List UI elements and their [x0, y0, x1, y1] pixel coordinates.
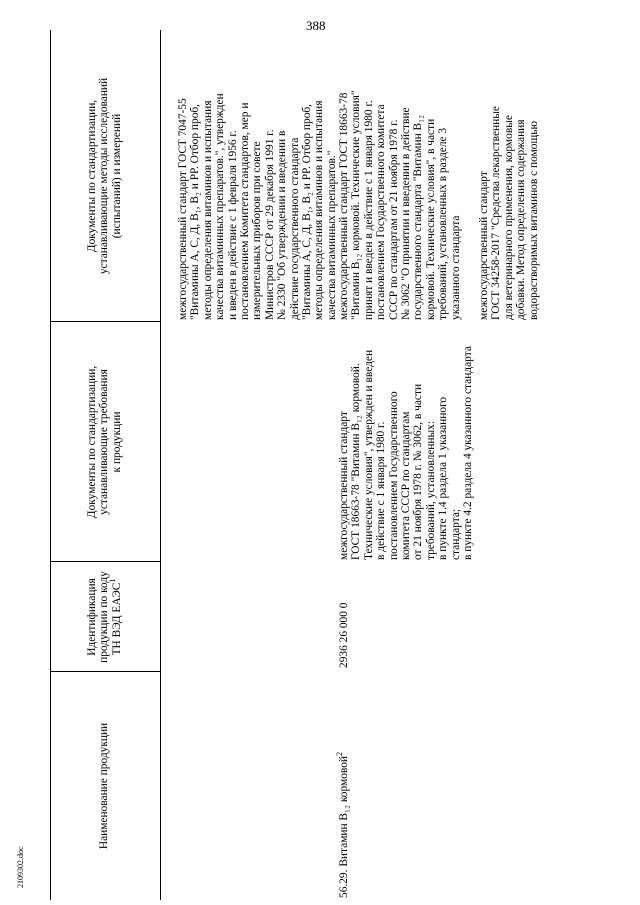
table-top-border [50, 30, 51, 900]
footer-doc-code: 2109302.doc [16, 846, 25, 888]
row-methods-gost-34258: межгосударственный стандарт ГОСТ 34258-2017 "Средства лекарственные для ветеринарного применения, кормовые добавки. Метод определения содержания водорастворимых витаминов с помощью [478, 106, 540, 320]
row-requirements: межгосударственный стандарт ГОСТ 18663-78 "Витамин В₁₂ кормовой. Технические условия", утвержден и введен в действие с 1 января 1980 г. постановлением Государственного комитета СССР по стандартам от 21 ноября 1978 г. № 3062, в части требований, установленных: в пункте 1.4 раздела 1 указанного стандарта; в пункте 4.2 раздела 4 указанного стандарта [338, 346, 475, 560]
prev-row-methods: межгосударственный стандарт ГОСТ 7047-55 "Витамины А, С, Д, В₁, В₂ и РР. Отбор проб, методы определения витаминов и испытания качества витаминных препаратов.", утвержден и введен в действие с 1 февраля 1956 г. постановлением Комитета стандартов, мер и измерительных приборов при совете Министров СССР от 29 декабря 1991 г. № 2330 "Об утверждении и введении в действие государственного стандарта "Витамины А, С, Д, В₁, В₂ и РР. Отбор проб, методы определения витаминов и испытания качества витаминных препаратов." [177, 93, 338, 320]
standards-table [50, 30, 570, 900]
row-methods-gost-18663: межгосударственный стандарт ГОСТ 18663-78 "Витамин В₁₂ кормовой. Технические условия" принят и введен в действие с 1 января 1980 г. постановлением Государственного комитета СССР по стандартам от 21 ноября 1978 г. № 3062 "О принятии и введении в действие государственного стандарта "Витамин В₁₂ кормовой. Технические условия", в части требований, установленных в разделе 3 указанного стандарта [338, 90, 462, 320]
row-tnved-code: 2936 26 000 0 [338, 602, 350, 668]
header-bottom-border [160, 30, 161, 900]
row-product-name: 56.29. Витамин В₁₂ кормовой$^2$ [335, 752, 350, 898]
header-methods: Документы по стандартизации, устанавливающие методы исследований (испытаний) и измерений [86, 77, 123, 275]
header-name: Наименование продукции [98, 722, 110, 850]
page-number: 388 [306, 18, 326, 33]
header-requirements: Документы по стандартизации, устанавливающие требования к продукции [86, 365, 123, 519]
header-code: Идентификация продукции по коду ТН ВЭД ЕАЭС$^1$ [86, 571, 123, 663]
